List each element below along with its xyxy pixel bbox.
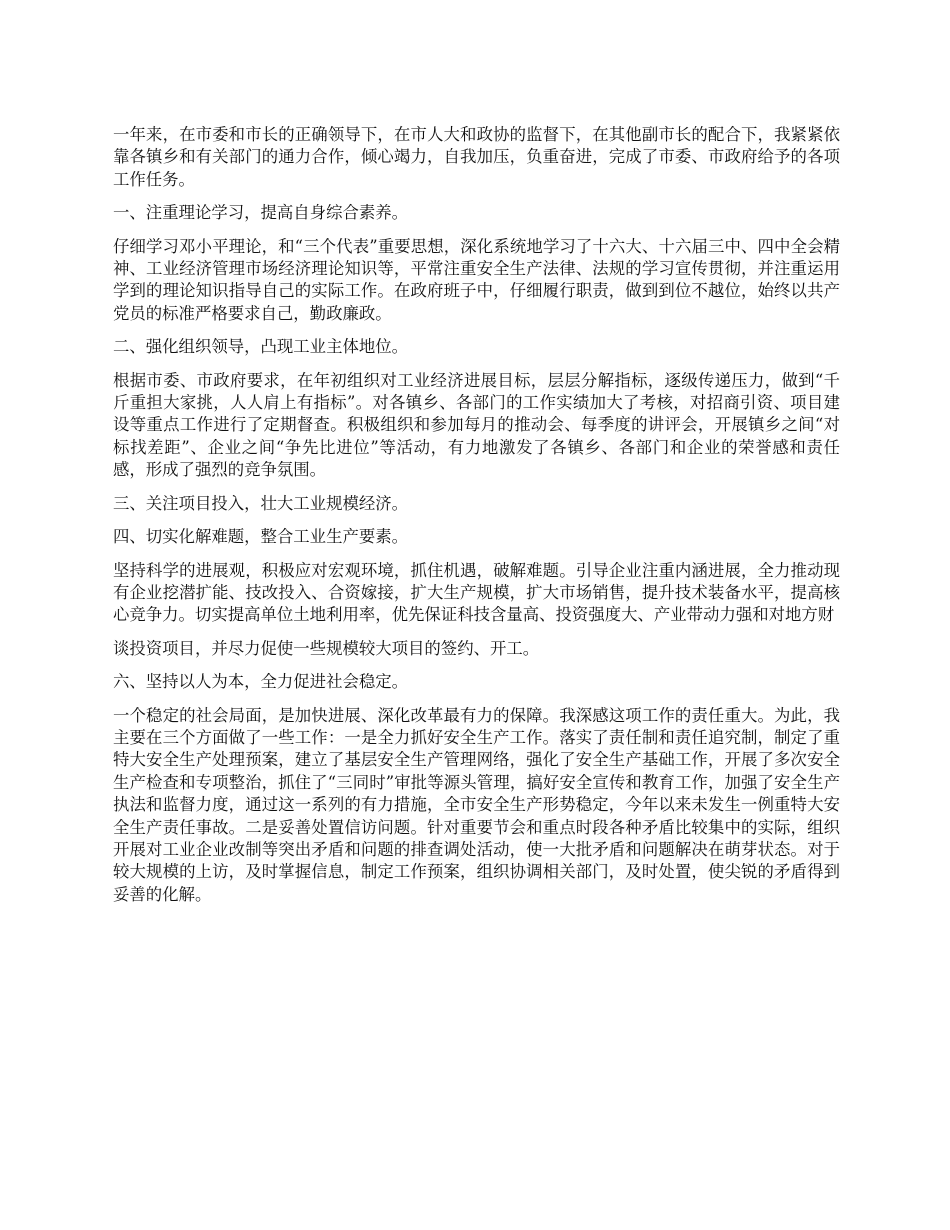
section-body-2: 根据市委、市政府要求，在年初组织对工业经济进展目标，层层分解指标，逐级传递压力，做到“千斤重担大家挑，人人肩上有指标”。对各镇乡、各部门的工作实绩加大了考核，对招商引资、项目建设等重点工作进行了定期督查。积极组织和参加每月的推动会、每季度的讲评会，开展镇乡之间“对标找差距”、企业之间“争先比进位”等活动，有力地激发了各镇乡、各部门和企业的荣誉感和责任感，形成了强烈的竞争氛围。 <box>113 370 840 480</box>
section-heading-2: 二、强化组织领导，凸现工业主体地位。 <box>113 337 409 357</box>
section-body-6: 一个稳定的社会局面，是加快进展、深化改革最有力的保障。我深感这项工作的责任重大。为此，我主要在三个方面做了一些工作：一是全力抓好安全生产工作。落实了责任制和责任追究制，制定了重特大安全生产处理预案，建立了基层安全生产管理网络，强化了安全生产基础工作，开展了多次安全生产检查和专项整治，抓住了“三同时”审批等源头管理，搞好安全宣传和教育工作，加强了安全生产执法和监督力度，通过这一系列的有力措施，全市安全生产形势稳定，今年以来未发生一例重特大安全生产责任事故。二是妥善处置信访问题。针对重要节会和重点时段各种矛盾比较集中的实际，组织开展对工业企业改制等突出矛盾和问题的排查调处活动，使一大批矛盾和问题解决在萌芽状态。对于较大规模的上访，及时掌握信息，制定工作预案，组织协调相关部门，及时处置，使尖锐的矛盾得到妥善的化解。 <box>113 705 840 904</box>
section-heading-6: 六、坚持以人为本，全力促进社会稳定。 <box>113 672 409 692</box>
document-body <box>113 124 840 917</box>
section-body-4: 坚持科学的进展观，积极应对宏观环境，抓住机遇，破解难题。引导企业注重内涵进展，全力推动现有企业挖潜扩能、技改投入、合资嫁接，扩大生产规模，扩大市场销售，提升技术装备水平，提高核心竞争力。切实提高单位土地利用率，优先保证科技含量高、投资强度大、产业带动力强和对地方财 <box>113 560 840 625</box>
intro-paragraph: 一年来，在市委和市长的正确领导下，在市人大和政协的监督下，在其他副市长的配合下，我紧紧依靠各镇乡和有关部门的通力合作，倾心竭力，自我加压，负重奋进，完成了市委、市政府给予的各项工作任务。 <box>113 125 840 189</box>
section-heading-4: 四、切实化解难题，整合工业生产要素。 <box>113 527 409 547</box>
section-heading-1: 一、注重理论学习，提高自身综合素养。 <box>113 203 409 223</box>
section-body-1: 仔细学习邓小平理论，和“三个代表”重要思想，深化系统地学习了十六大、十六届三中、四中全会精神、工业经济管理市场经济理论知识等，平常注重安全生产法律、法规的学习宣传贯彻，并注重运用学到的理论知识指导自己的实际工作。在政府班子中，仔细履行职责，做到到位不越位，始终以共产党员的标准严格要求自己，勤政廉政。 <box>113 236 840 323</box>
section-body-4-continued: 谈投资项目，并尽力促使一些规模较大项目的签约、开工。 <box>113 638 540 658</box>
section-heading-3: 三、关注项目投入，壮大工业规模经济。 <box>113 493 409 513</box>
